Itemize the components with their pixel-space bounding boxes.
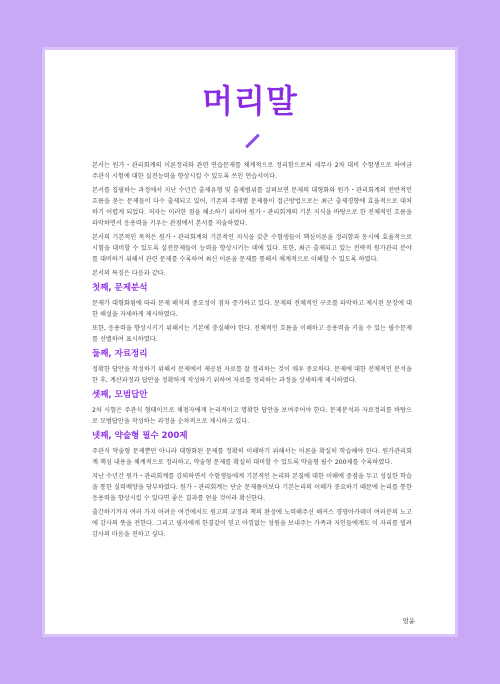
intro-paragraph: 본서의 기본적인 목적은 원가・관리회계의 기본적인 지식을 갖춘 수험생들이 핵심이론을 정리함과 동시에 효율적으로 시험을 대비할 수 있도록 실전문제들이 능력을 향상시키는 데에 있다. 또한, 최근 출제되고 있는 전략적 원가관리 분야를 대비하기 위해서 관련 문제를 수록하여 최신 이론을 문제를 통해서 체계적으로 이해할 수 있도록 하였다. <box>92 234 412 263</box>
intro-paragraph: 본서의 특징은 다음과 같다. <box>92 270 166 277</box>
section-paragraph: 정확한 답안을 작성하기 위해서 문제에서 제공된 자료를 잘 정리하는 것이 매우 중요하다. 문제에 대한 전체적인 분석을 한 후, 계산과정과 답안을 정확하게 작성하기 위하여 자료를 정리하는 과정을 상세하게 제시하였다. <box>92 366 412 384</box>
section-heading: 셋째, 모범답안 <box>92 390 148 400</box>
preface-body <box>92 160 412 543</box>
section-heading: 둘째, 자료정리 <box>92 349 148 359</box>
section-paragraph: 문제가 대형화됨에 따라 문제 해석의 중요성이 점차 증가하고 있다. 문제의 전체적인 구조를 파악하고 제시된 문장에 대한 해설을 자세하게 제시하였다. <box>92 300 412 318</box>
section-paragraph: 주관식 약술형 문제뿐만 아니라 대형화된 문제를 정확히 이해하기 위해서는 이론을 확실히 학습해야 한다. 원가관리회계 핵심 내용을 체계적으로 정리하고, 약술형 문제를 확실히 대비할 수 있도록 약술형 필수 200제를 수록하였다. <box>92 448 412 466</box>
decorative-slash <box>245 134 260 149</box>
section-paragraph: 또한, 응용력을 향상시키기 위해서는 기본에 충실해야 한다. 전체적인 흐름을 이해하고 응용력을 키울 수 있는 필수문제를 선별하여 표시하였다. <box>92 325 412 343</box>
page-title: 머리말 <box>202 82 298 120</box>
section-paragraph: 2차 시험은 주관식 형태이므로 채점자에게 논리적이고 명확한 답안을 보여주어야 한다. 문제분석과 자료정리를 바탕으로 모범답안을 작성하는 과정을 순차적으로 제시하고 있다. <box>92 407 412 425</box>
section-paragraph: 출간하기까지 여러 가지 어려운 여건에서도 원고의 교정과 책의 완성에 노력해주신 해커스 경영아카데미 여러분의 노고에 감사의 뜻을 전한다. 그리고 필자에게 한결같이 믿고 아낌없는 성원을 보내주는 가족과 지인들에게도 이 자리를 빌려 감사의 마음을 전하고 싶다. <box>92 509 412 538</box>
section-heading: 첫째, 문제분석 <box>92 283 148 293</box>
section-heading: 넷째, 약술형 필수 200제 <box>92 431 188 441</box>
intro-paragraph: 본서를 집필하는 과정에서 지난 수년간 출제유형 및 출제범위를 살펴보면 문제의 대형화와 원가・관리회계의 전반적인 흐름을 묻는 문제들이 다수 출제되고 있어, 기존의 주제별 문제풀이 접근방법으로는 최근 출제경향에 효율적으로 대처하기 어렵게 되었다. 저자는 이러한 점을 해소하기 위하여 원가・관리회계의 기본 지식을 바탕으로 한 전체적인 흐름을 파악하면서 응용력을 키우는 관점에서 본서를 저술하였다. <box>92 187 412 227</box>
intro-paragraph: 본서는 원가・관리회계의 이론정리와 관련 연습문제를 체계적으로 정리함으로써 세무사 2차 대비 수험생으로 하여금 주관식 시험에 대한 실전능력을 향상시킬 수 있도록 쓰인 연습서이다. <box>92 162 412 180</box>
preface-page <box>42 47 458 637</box>
author-signature: 엄윤 <box>402 617 415 625</box>
section-paragraph: 지난 수년간 원가・관리회계를 강의하면서 수험생들에게 기본적인 논리와 본질에 대한 이해에 중점을 두고 성실한 학습을 통한 실력배양을 당부하였다. 원가・관리회계는 단순 문제풀이보다 기본논리의 이해가 중요하기 때문에 논리를 통한 응용력을 향상시킬 수 있다면 좋은 결과를 얻을 것이라 확신한다. <box>92 473 412 502</box>
